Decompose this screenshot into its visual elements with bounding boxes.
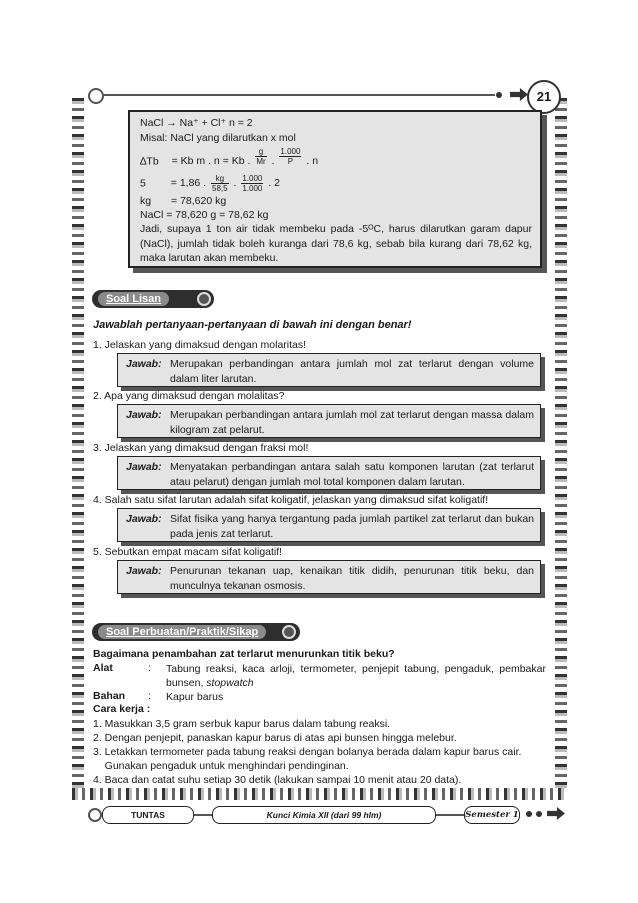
decorative-border-right: [555, 98, 567, 788]
practical-question: Bagaimana penambahan zat terlarut menurunkan titik beku?: [93, 648, 395, 660]
alat-colon: :: [148, 662, 151, 674]
answer-label: Jawab:: [126, 461, 162, 473]
answer-box-4: [117, 508, 541, 542]
header-rule: [100, 94, 495, 96]
bahan-label: Bahan: [93, 690, 126, 702]
answer-2: Merupakan perbandingan antara jumlah mol zat terlarut dengan massa dalam kilogram zat pelarut.: [170, 409, 534, 436]
answer-4: Sifat fisika yang hanya tergantung pada jumlah partikel zat terlarut dan bukan pada jenis zat terlarut.: [170, 513, 534, 540]
practical-section-title: Soal Perbuatan/Praktik/Sikap: [98, 625, 266, 639]
practical-section-header: [92, 623, 300, 641]
oral-section-title: Soal Lisan: [98, 292, 169, 306]
fraction-kg-58: $\frac{kg}{58,5}$: [212, 174, 228, 193]
section-circle-icon: [197, 292, 211, 306]
oral-instruction: Jawablah pertanyaan-pertanyaan di bawah ini dengan benar!: [93, 319, 412, 331]
footer-circle-icon: [88, 808, 102, 822]
bahan-colon: :: [148, 690, 151, 702]
question-4: 4. Salah satu sifat larutan adalah sifat koligatif, jelaskan yang dimaksud sifat koligatif!: [93, 494, 489, 506]
delta-tb-line: ∆Tb = Kb m . n = Kb . $\frac{g}{Mr}$ . $\frac{1.000}{P}$ . n: [140, 147, 319, 168]
page-number: 21: [527, 80, 561, 114]
bahan-value: Kapur barus: [166, 691, 224, 703]
footer-semester: Semester 1: [464, 806, 520, 824]
answer-box-2: [117, 404, 541, 438]
reaction-line: NaCl → Na⁺ + Cl⁺ n = 2: [140, 117, 253, 129]
answer-3: Menyatakan perbandingan antara salah satu komponen larutan (zat terlarut atau pelarut) dengan jumlah mol total komponen dalam larutan.: [170, 461, 534, 488]
fraction-1000-1000: $\frac{1.000}{1.000}$: [242, 174, 263, 193]
fraction-g-mr: $\frac{g}{Mr}$: [256, 147, 266, 166]
step-3: 3. Letakkan termometer pada tabung reaksi dengan bolanya berada dalam kapur barus cair.: [93, 746, 522, 758]
answer-1: Merupakan perbandingan antara jumlah mol zat terlarut dengan volume dalam liter larutan.: [170, 358, 534, 385]
step-2: 2. Dengan penjepit, panaskan kapur barus di atas api bunsen hingga melebur.: [93, 732, 457, 744]
worked-example-box: [128, 110, 542, 268]
step-4: 4. Baca dan catat suhu setiap 30 detik (lakukan sampai 10 menit atau 20 data).: [93, 774, 462, 786]
header-circle-icon: [88, 88, 104, 104]
oral-section-header: [92, 290, 214, 308]
answer-label: Jawab:: [126, 409, 162, 421]
assumption-line: Misal: NaCl yang dilarutkan x mol: [140, 132, 296, 144]
decorative-border-bottom: [72, 788, 567, 800]
alat-value: Tabung reaksi, kaca arloji, termometer, penjepit tabung, pengaduk, pembakar bunsen, stopwatch: [166, 663, 546, 689]
question-2: 2. Apa yang dimaksud dengan molalitas?: [93, 390, 285, 402]
footer-tuntas: TUNTAS: [102, 806, 194, 824]
step-3-continued: Gunakan pengaduk untuk menghindari pendinginan.: [93, 760, 349, 772]
question-1: 1. Jelaskan yang dimaksud dengan molaritas!: [93, 339, 307, 351]
fraction-1000-p: $\frac{1.000}{P}$: [280, 147, 301, 166]
question-3: 3. Jelaskan yang dimaksud dengan fraksi mol!: [93, 442, 309, 454]
section-circle-icon: [282, 625, 296, 639]
example-conclusion: Jadi, supaya 1 ton air tidak membeku pada -5ᴼC, harus dilarutkan garam dapur (NaCl), jumlah tidak boleh kuranga dari 78,6 kg, sebab bila kurang dari 78,62 kg, maka larutan akan membeku.: [140, 223, 532, 264]
header-arrow-icon: [510, 88, 528, 101]
footer-book-title: Kunci Kimia XII (dari 99 hlm): [212, 806, 436, 824]
footer-dot-icon: [536, 811, 542, 817]
cara-kerja-label: Cara kerja :: [93, 703, 151, 715]
alat-label: Alat: [93, 662, 113, 674]
decorative-border-left: [72, 98, 84, 788]
substitution-line: 5 = 1,86 . $\frac{kg}{58,5}$ . $\frac{1.000}{1.000}$ . 2: [140, 174, 280, 193]
answer-label: Jawab:: [126, 513, 162, 525]
step-1: 1. Masukkan 3,5 gram serbuk kapur barus dalam tabung reaksi.: [93, 718, 391, 730]
answer-label: Jawab:: [126, 565, 162, 577]
answer-5: Penurunan tekanan uap, kenaikan titik didih, penurunan titik beku, dan munculnya tekanan osmosis.: [170, 565, 534, 592]
delta-tb-label: ∆Tb: [140, 155, 159, 168]
footer-dot-icon: [526, 811, 532, 817]
question-5: 5. Sebutkan empat macam sifat koligatif!: [93, 546, 283, 558]
header-dot-icon: [496, 92, 502, 98]
kg-result-line: kg = 78,620 kg: [140, 195, 227, 207]
answer-box-5: [117, 560, 541, 594]
answer-label: Jawab:: [126, 358, 162, 370]
answer-box-1: [117, 353, 541, 387]
answer-box-3: [117, 456, 541, 490]
delta-tb-expression: = Kb m . n = Kb .: [171, 155, 251, 168]
nacl-result-line: NaCl = 78,620 g = 78,62 kg: [140, 209, 269, 221]
footer-arrow-icon: [547, 807, 565, 820]
